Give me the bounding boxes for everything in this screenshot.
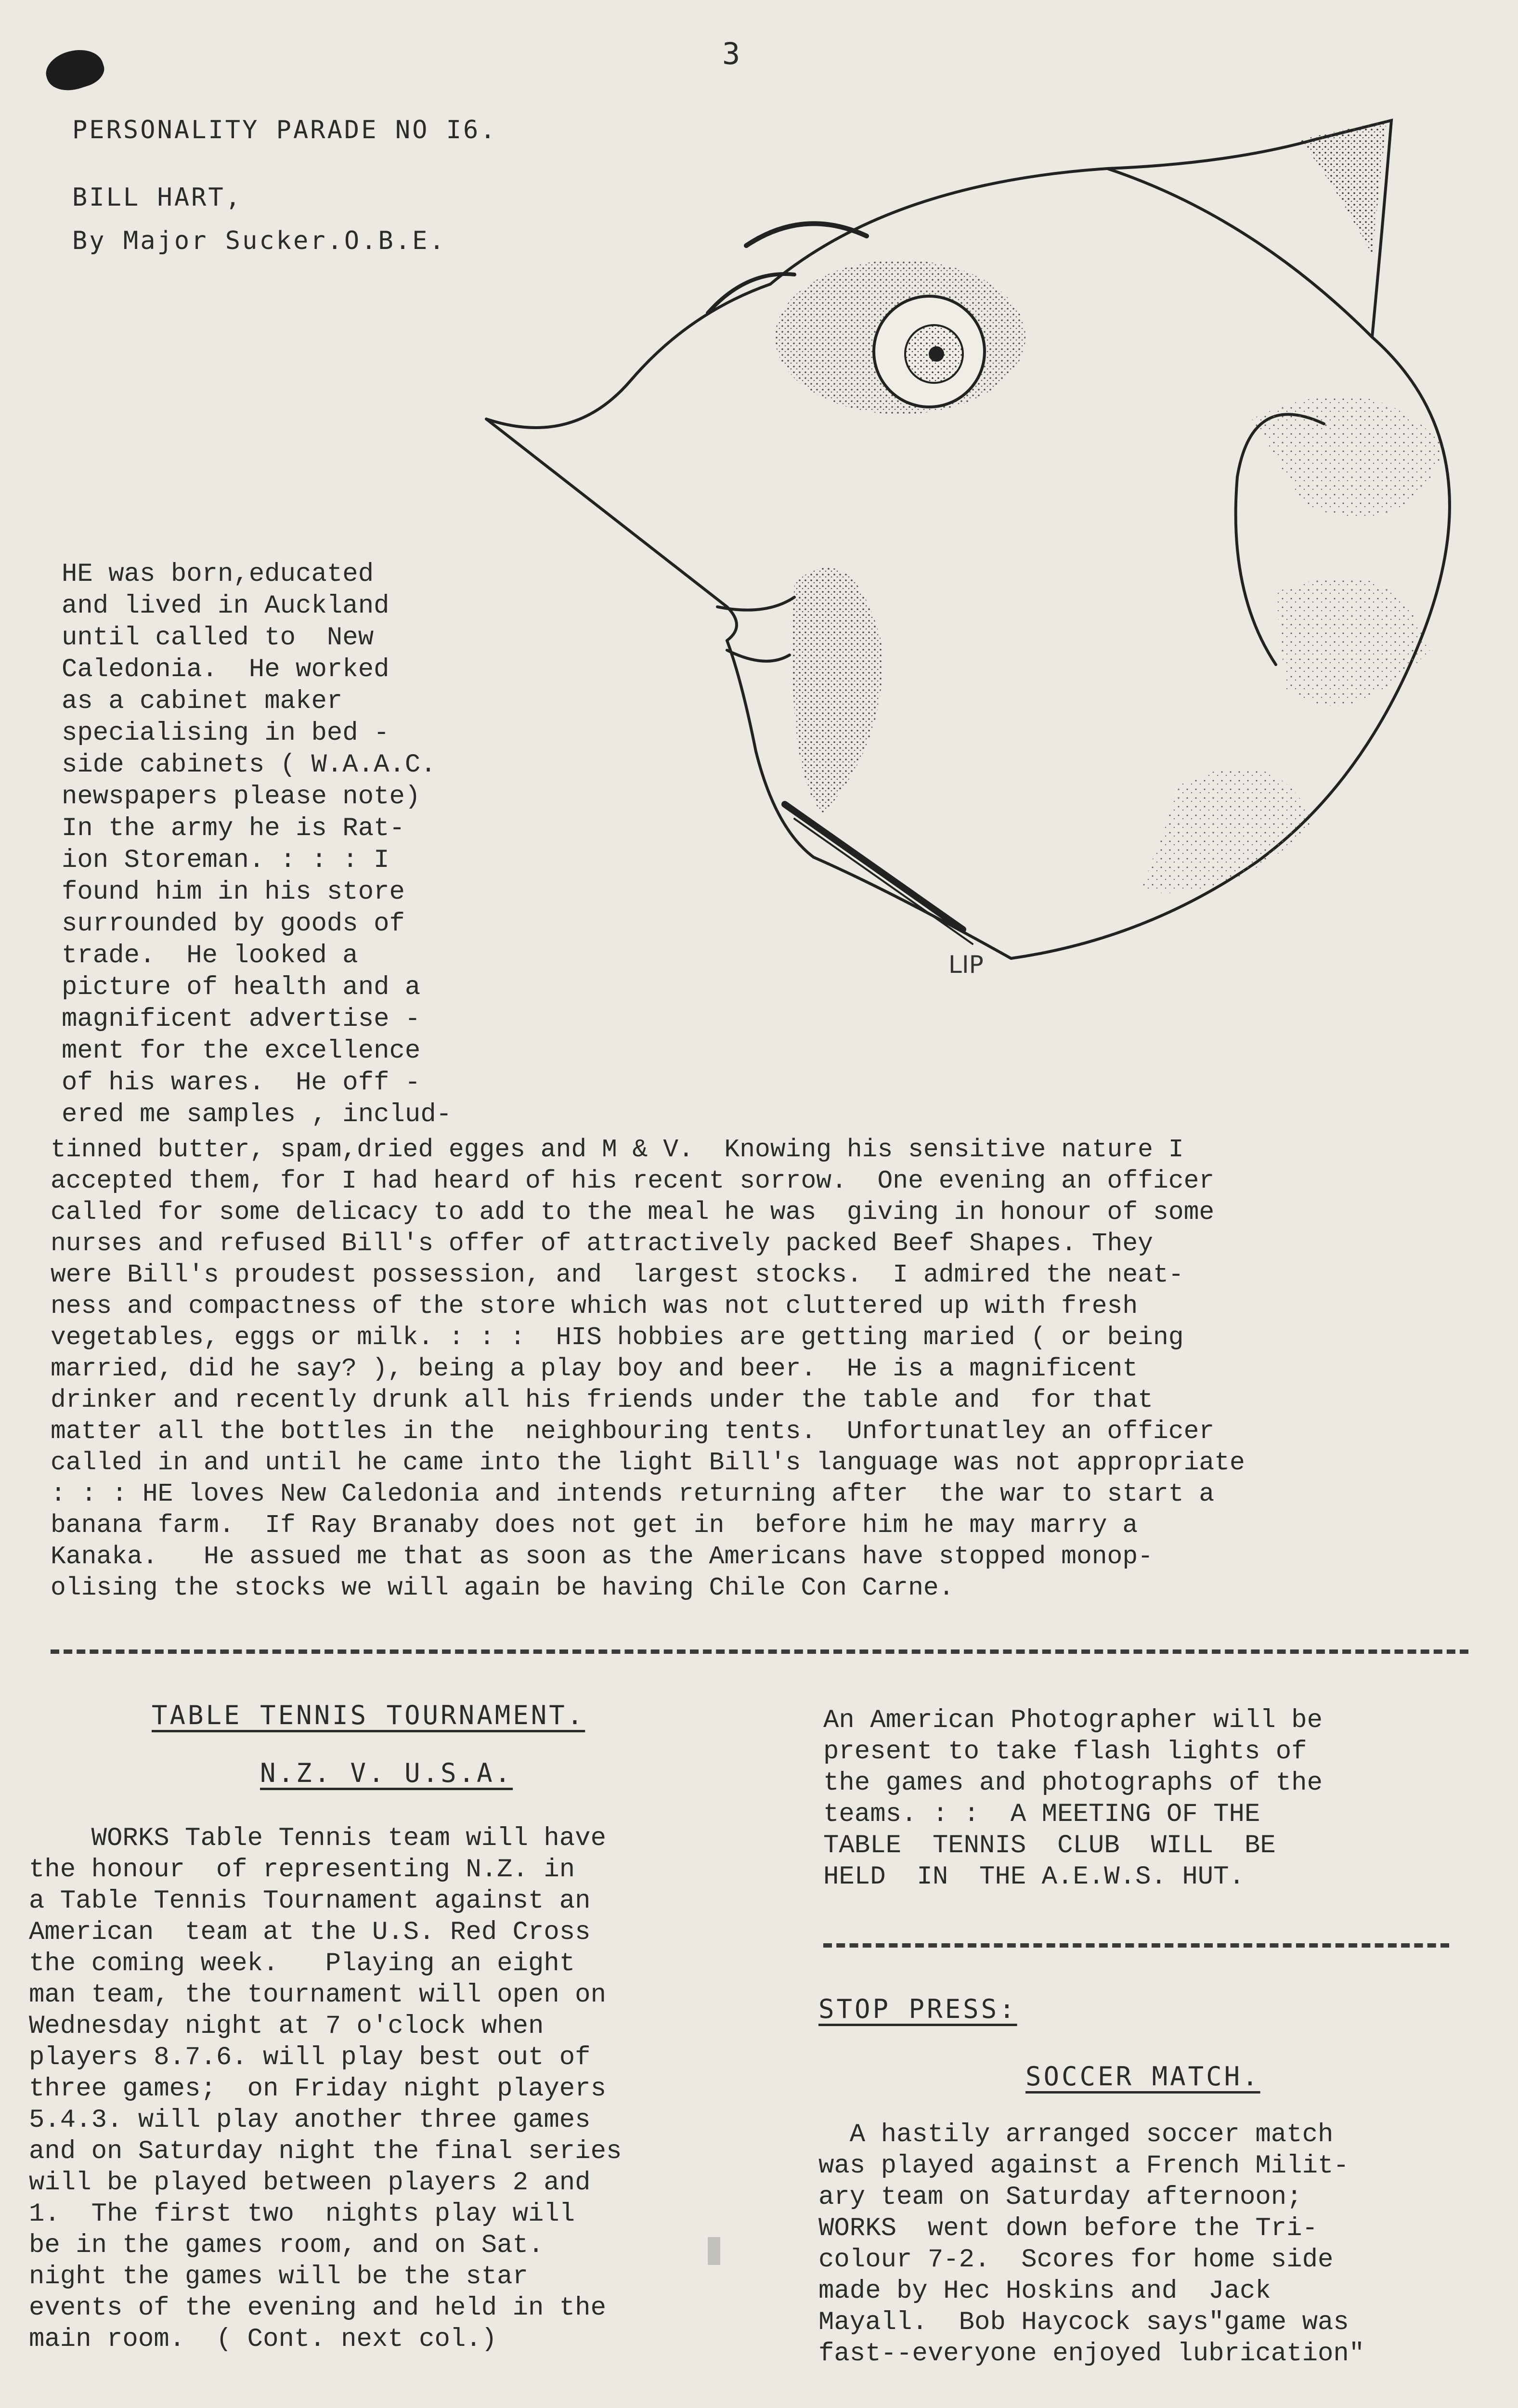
soccer-match-title: SOCCER MATCH.: [1025, 2061, 1260, 2092]
table-tennis-title: TABLE TENNIS TOURNAMENT.: [152, 1700, 585, 1730]
column-heading: PERSONALITY PARADE NO I6.: [72, 116, 497, 144]
stop-press-label: STOP PRESS:: [818, 1994, 1017, 2024]
profile-intro: HE was born,educated and lived in Auckland until called to New Caledonia. He worked as a cabinet maker specialising in bed - side cabinets ( W.A.A.C. newspapers please note) In the army he is Rat- ion Storeman. : : : I found him in his store surrounded by goods of trade. He looked a picture of health and a magnificent advertise - ment for the excellence of his wares. He off - ered me samples , includ-: [62, 560, 452, 1129]
page-number: 3: [722, 36, 740, 71]
section-divider: [51, 1649, 1468, 1654]
table-tennis-article: WORKS Table Tennis team will have the honour of representing N.Z. in a Table Tennis Tournament against an American team at the U.S. Red Cross the coming week. Playing an eight man team, the tournament will open on Wednesday night at 7 o'clock when players 8.7.6. will play best out of three games; on Friday night players 5.4.3. will play another three games and on Saturday night the final series will be played between players 2 and 1. The first two nights play will be in the games room, and on Sat. night the games will be the star events of the evening and held in the main room. ( Cont. next col.): [29, 1824, 622, 2354]
ink-smudge: [708, 2237, 720, 2265]
caricature-drawing: [457, 111, 1507, 1016]
table-tennis-subtitle: N.Z. V. U.S.A.: [260, 1758, 513, 1788]
subject-name: BILL HART,: [72, 183, 243, 212]
artist-signature: LIP: [948, 951, 984, 979]
ink-blot: [41, 42, 108, 97]
column-divider: [823, 1943, 1449, 1948]
byline: By Major Sucker.O.B.E.: [72, 226, 446, 255]
soccer-match-article: A hastily arranged soccer match was played against a French Milit- ary team on Saturday afternoon; WORKS went down before the Tri- colour 7-2. Scores for home side made by Hec Hoskins and Jack Mayall. Bob Haycock says"game was fast--everyone enjoyed lubrication": [818, 2120, 1365, 2369]
table-tennis-continued: An American Photographer will be present to take flash lights of the games and photographs of the teams. : : A MEETING OF THE TABLE TENNIS CLUB WILL BE HELD IN THE A.E.W.S. HUT.: [823, 1706, 1323, 1892]
profile-body: tinned butter, spam,dried egges and M & V. Knowing his sensitive nature I accepted them, for I had heard of his recent sorrow. One evening an officer called for some delicacy to add to the meal he was giving in honour of some nurses and refused Bill's offer of attractively packed Beef Shapes. They were Bill's proudest possession, and largest stocks. I admired the neat- ness and compactness of the store which was not cluttered up with fresh vegetables, eggs or milk. : : : HIS hobbies are getting maried ( or being married, did he say? ), being a play boy and beer. He is a magnificent drinker and recently drunk all his friends under the table and for that matter all the bottles in the neighbouring tents. Unfortunatley an officer called in and until he came into the light Bill's language was not appropriate : : : HE loves New Caledonia and intends returning after the war to start a banana farm. If Ray Branaby does not get in before him he may marry a Kanaka. He assued me that as soon as the Americans have stopped monop- olising the stocks we will again be having Chile Con Carne.: [51, 1135, 1245, 1602]
